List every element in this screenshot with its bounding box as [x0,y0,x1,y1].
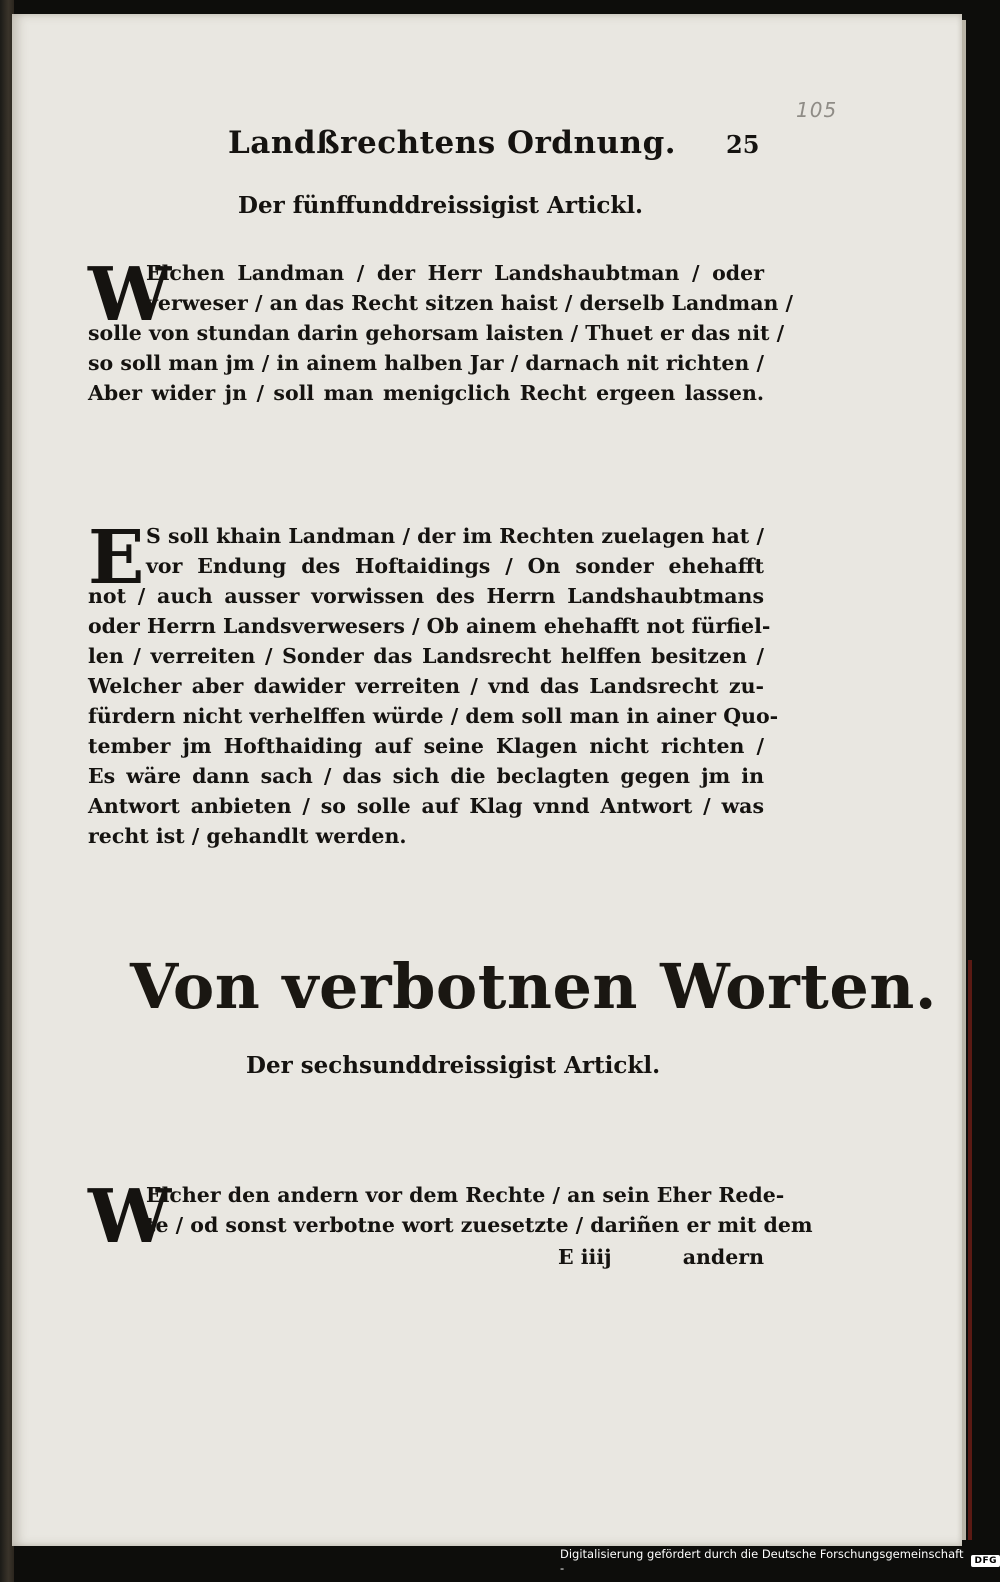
article-35-paragraph-1 [88,252,794,408]
article-35-heading: Der fünffunddreissigist Artickl. [238,192,644,219]
article-35-paragraph-2 [88,515,779,851]
catchword: andern [682,1245,764,1269]
text-line: Es wäre dann sach / das sich die beclagten gegen jm in [88,764,764,788]
cover-edge [968,960,972,1540]
text-line: te / od sonst verbotne wort zuesetzte / dariñen er mit dem [146,1213,813,1237]
text-line: not / auch ausser vorwissen des Herrn Landshaubtmans [88,584,764,608]
page-number: 25 [726,130,760,159]
drop-capital: W [88,252,172,338]
credit-text: Digitalisierung gefördert durch die Deutsche Forschungsgemeinschaft - [560,1547,964,1575]
text-line: Antwort anbieten / so solle auf Klag vnnd Antwort / was [88,794,764,818]
article-36-heading: Der sechsunddreissigist Artickl. [246,1052,661,1079]
text-line: Elcher den andern vor dem Rechte / an sein Eher Rede- [146,1183,785,1207]
page-edge [962,20,966,1540]
text-line: S soll khain Landman / der im Rechten zuelagen hat / [146,524,764,548]
drop-capital: E [88,515,145,601]
text-line: recht ist / gehandlt werden. [88,824,407,848]
text-line: so soll man jm / in ainem halben Jar / darnach nit richten / [88,351,764,375]
text-line: Elchen Landman / der Herr Landshaubtman / oder [146,261,764,285]
signature-mark: E iiij [558,1245,612,1269]
digitization-credit [560,1547,1000,1575]
text-line: tember jm Hofthaiding auf seine Klagen nicht richten / [88,734,764,758]
text-line: solle von stundan darin gehorsam laisten / Thuet er das nit / [88,321,785,345]
text-line: Welcher aber dawider verreiten / vnd das Landsrecht zu- [88,674,764,698]
text-line: verweser / an das Recht sitzen haist / derselb Landman / [146,291,794,315]
running-head: Landßrechtens Ordnung. [228,125,677,161]
text-line: fürdern nicht verhelffen würde / dem soll man in ainer Quo- [88,704,779,728]
text-line: Aber wider jn / soll man menigclich Recht ergeen lassen. [88,381,764,405]
text-line: oder Herrn Landsverwesers / Ob ainem ehehafft not fürfiel- [88,614,771,638]
section-title: Von verbotnen Worten. [130,950,937,1023]
dfg-logo: DFG [971,1555,1000,1567]
text-line: len / verreiten / Sonder das Landsrecht helffen besitzen / [88,644,764,668]
drop-capital: W [88,1174,172,1260]
text-line: vor Endung des Hoftaidings / On sonder ehehafft [146,554,764,578]
pencil-folio-number: 105 [796,98,838,122]
page-foot [88,1242,764,1272]
